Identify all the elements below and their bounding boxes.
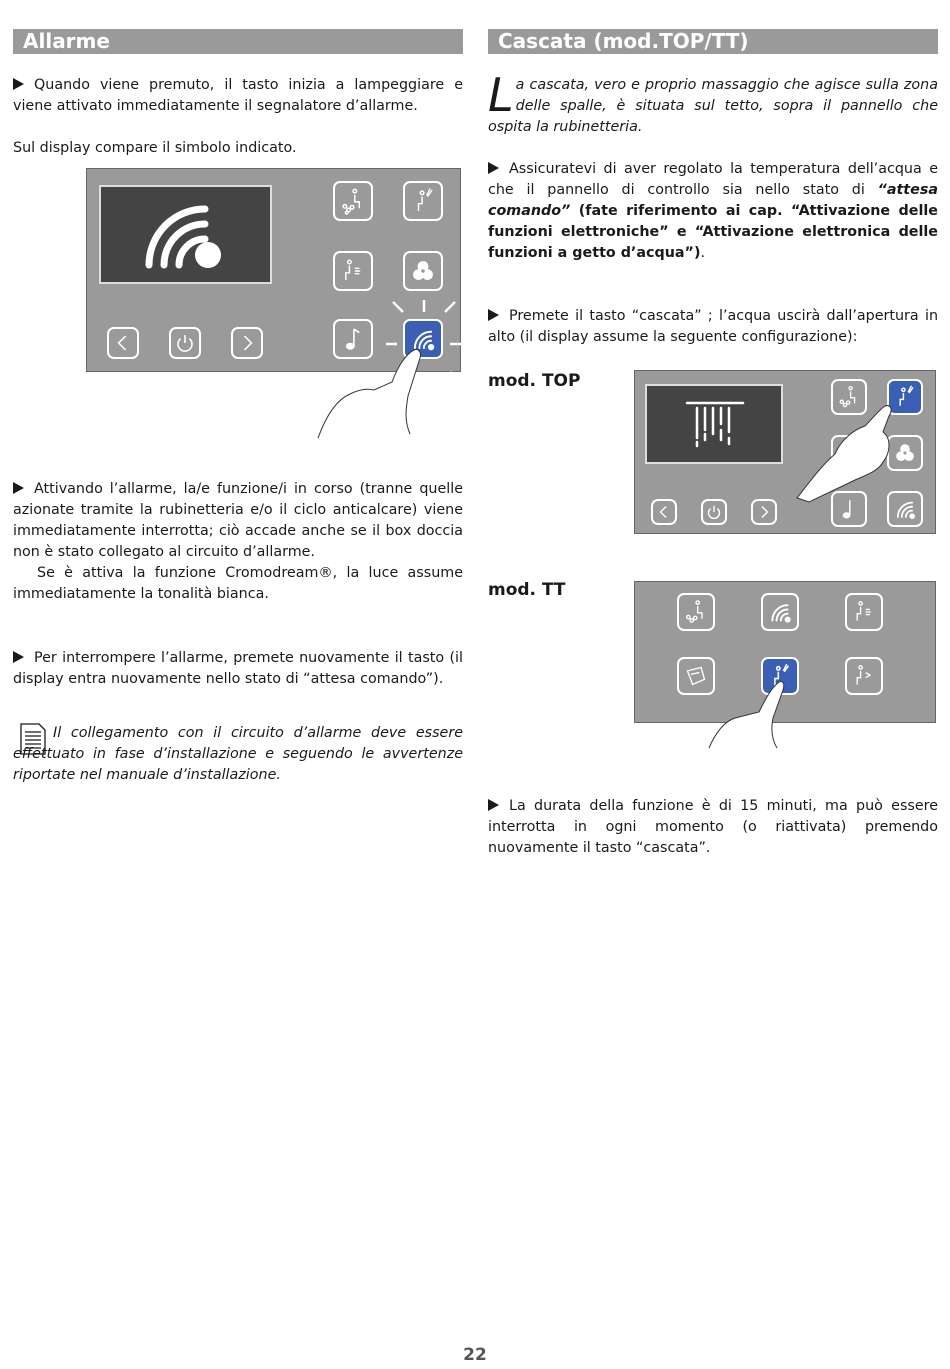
bullet-triangle-icon (488, 799, 499, 811)
power-icon (703, 501, 725, 523)
section-allarme (13, 29, 463, 159)
bullet-triangle-icon (488, 162, 499, 174)
note-document-icon (20, 723, 46, 755)
paragraph: Quando viene premuto, il tasto inizia a lampeggiare e viene attivato immediatamente il segnalatore d’allarme. (13, 77, 463, 114)
forward-button[interactable] (231, 327, 263, 359)
paragraph: La durata della funzione è di 15 minuti, ma può essere interrotta in ogni momento (o riattivata) premendo nuovamente il tasto “cascata”. (488, 798, 938, 856)
hand-pointer-icon (705, 676, 795, 750)
page-number: 22 (463, 1345, 487, 1365)
bullet-triangle-icon (13, 78, 24, 90)
shower-person-button[interactable] (403, 181, 443, 221)
paragraph: Per interrompere l’allarme, premete nuovamente il tasto (il display entra nuovamente nello stato di “attesa comando”). (13, 650, 463, 687)
side-jets-button[interactable] (333, 251, 373, 291)
side-jets-icon (335, 253, 371, 289)
bubbles-seat-button[interactable] (677, 593, 715, 631)
paragraph: Se è attiva la funzione Cromodream®, la luce assume immediatamente la tonalità bianca. (13, 565, 463, 602)
back-button[interactable] (107, 327, 139, 359)
section-cascata-duration (488, 796, 938, 859)
mod-top-label: mod. TOP (488, 371, 581, 391)
note-block (13, 723, 463, 786)
chromotherapy-icon (405, 253, 441, 289)
section-title: Allarme (13, 29, 463, 54)
paragraph: Attivando l’allarme, la/e funzione/i in corso (tranne quelle azionate tramite la rubinetteria e/o il ciclo anticalcare) viene immediatamente interrotta; ciò accade anche se il box doccia non è stato collegato al circuito d’allarme. (13, 481, 463, 560)
section-cascata (488, 29, 938, 348)
bubbles-seat-icon (679, 595, 713, 629)
chromotherapy-button[interactable] (403, 251, 443, 291)
bubbles-seat-button[interactable] (333, 181, 373, 221)
section-allarme-details (13, 479, 463, 786)
bubbles-seat-icon (335, 183, 371, 219)
paragraph: Assicuratevi di aver regolato la temperatura dell’acqua e che il pannello di controllo sia nello stato di “attesa comando” (fate riferimento ai cap. “Attivazione delle funzioni elettroniche” e “Attivazione elettronica delle funzioni a getto d’acqua”). (488, 161, 938, 261)
side-jets-icon (847, 595, 881, 629)
display-screen (99, 185, 272, 284)
dropcap: L (488, 68, 514, 122)
back-arrow-icon (653, 501, 675, 523)
forward-arrow-icon (753, 501, 775, 523)
power-icon (171, 329, 199, 357)
power-button[interactable] (169, 327, 201, 359)
alarm-icon (763, 595, 797, 629)
bullet-triangle-icon (13, 482, 24, 494)
alarm-button[interactable] (761, 593, 799, 631)
waterfall-icon (647, 386, 781, 462)
hand-pointer-icon (300, 296, 470, 444)
back-arrow-icon (109, 329, 137, 357)
bullet-triangle-icon (488, 309, 499, 321)
paragraph: Premete il tasto “cascata” ; l’acqua uscirà dall’apertura in alto (il display assume la seguente configurazione): (488, 308, 938, 345)
alarm-display-icon (101, 187, 270, 282)
side-spray-button[interactable] (845, 657, 883, 695)
side-spray-icon (847, 659, 881, 693)
hand-pointer-icon (795, 400, 905, 504)
note-text: Il collegamento con il circuito d’allarme deve essere effettuato in fase d’installazione e seguendo le avvertenze riportate nel manuale d’installazione. (13, 725, 463, 783)
display-screen (645, 384, 783, 464)
side-jets-button[interactable] (845, 593, 883, 631)
mod-tt-label: mod. TT (488, 580, 566, 600)
bullet-triangle-icon (13, 651, 24, 663)
shower-person-icon (405, 183, 441, 219)
paragraph: Sul display compare il simbolo indicato. (13, 140, 297, 156)
power-button[interactable] (701, 499, 727, 525)
forward-arrow-icon (233, 329, 261, 357)
section-title: Cascata (mod.TOP/TT) (488, 29, 938, 54)
forward-button[interactable] (751, 499, 777, 525)
back-button[interactable] (651, 499, 677, 525)
intro-paragraph: La cascata, vero e proprio massaggio che agisce sulla zona delle spalle, è situata sul tetto, sopra il pannello che ospita la rubinetteria. (488, 68, 938, 135)
